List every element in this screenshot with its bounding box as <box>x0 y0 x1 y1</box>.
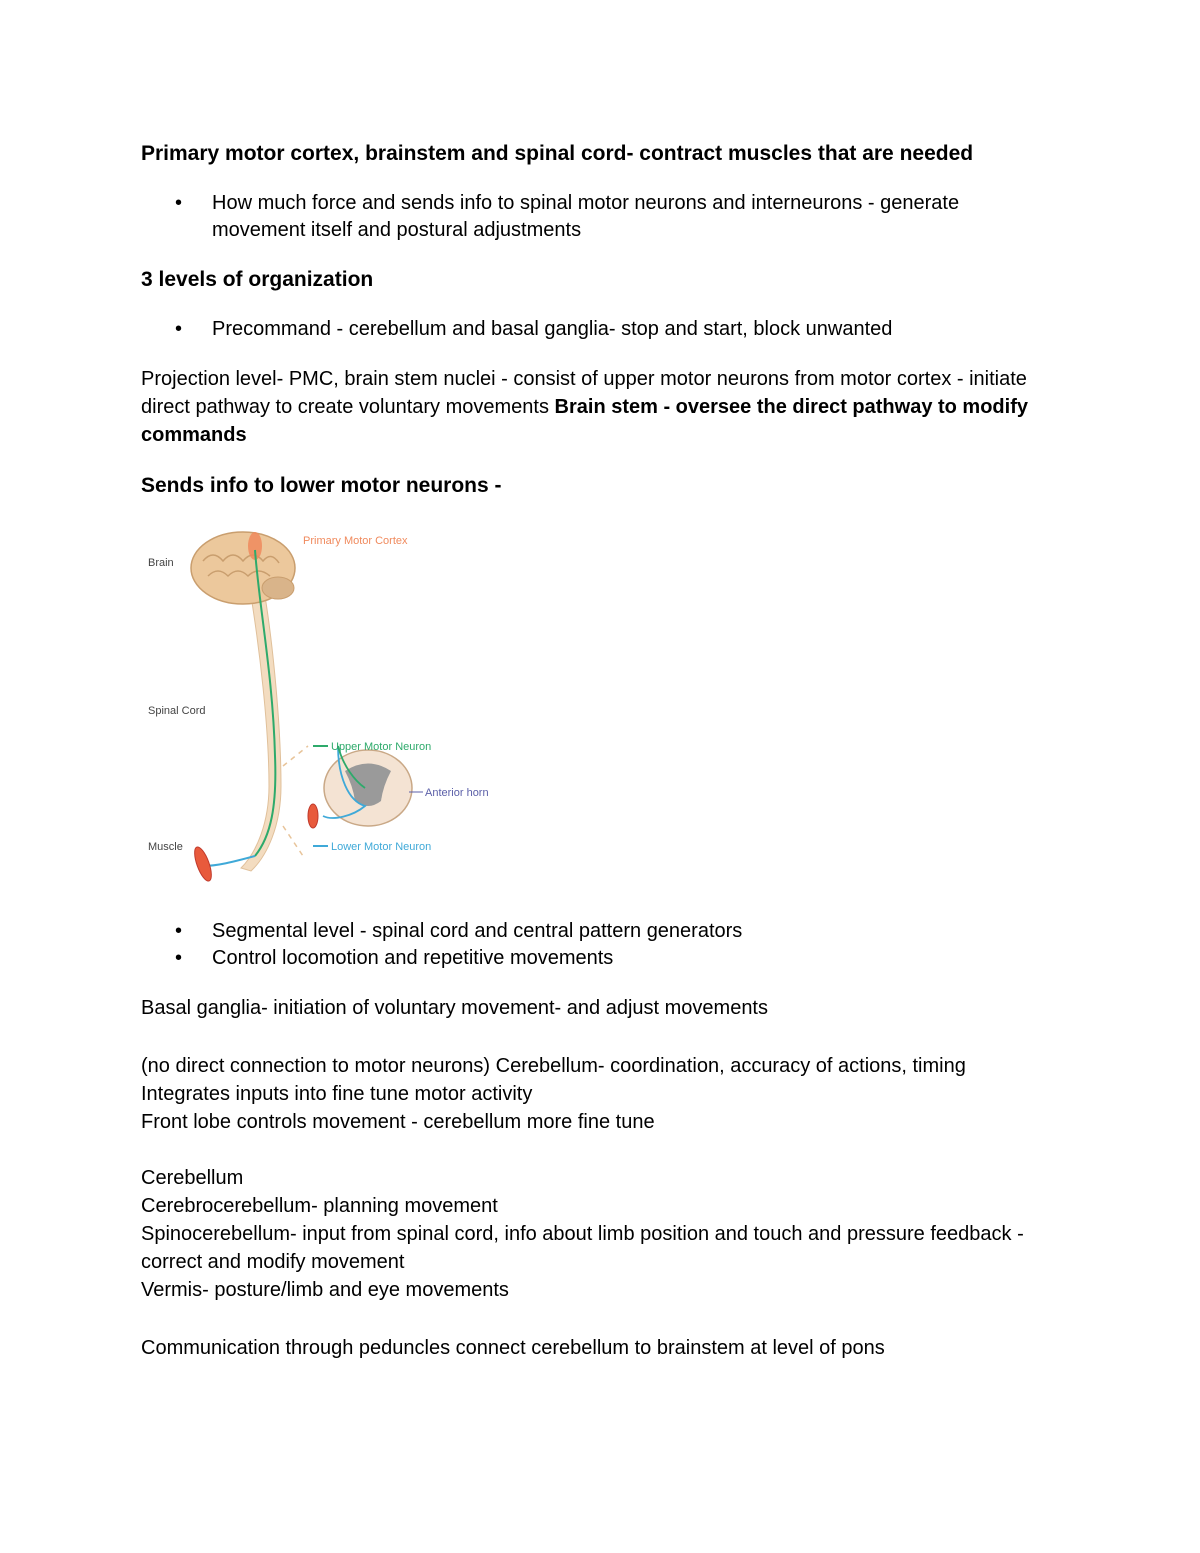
cerebellum-shape <box>262 577 294 599</box>
motor-pathway-illustration <box>133 526 493 886</box>
cerebellum-part: Vermis- posture/limb and eye movements <box>141 1279 509 1301</box>
list-item <box>141 190 1041 244</box>
bullet-list-force <box>141 190 1041 244</box>
motor-pathway-figure <box>141 526 501 886</box>
upper-motor-neuron-label: Upper Motor Neuron <box>331 741 432 753</box>
heading-lower-motor: Sends info to lower motor neurons - <box>141 474 502 497</box>
list-item <box>141 316 1041 343</box>
cerebellum-line: (no direct connection to motor neurons) Cerebellum- coordination, accuracy of actions, timing <box>141 1055 966 1077</box>
heading-levels: 3 levels of organization <box>141 268 374 291</box>
lower-motor-neuron-label: Lower Motor Neuron <box>331 841 432 853</box>
zoom-lines <box>283 746 308 856</box>
bullet-icon: • <box>175 920 183 942</box>
bullet-icon: • <box>175 192 183 214</box>
small-muscle-shape <box>308 804 318 828</box>
bullet-text: Precommand - cerebellum and basal ganglia- stop and start, block unwanted <box>212 318 893 340</box>
cerebellum-part: Cerebellum <box>141 1167 244 1189</box>
projection-text: Projection level- PMC, brain stem nuclei - consist of upper motor neurons from motor cortex - initiate direct pathway to create voluntary movements <box>141 368 1027 418</box>
basal-ganglia-line: Basal ganglia- initiation of voluntary movement- and adjust movements <box>141 997 768 1019</box>
projection-paragraph <box>141 365 1041 449</box>
cerebellum-parts-section <box>141 1164 1041 1304</box>
bullet-text: Control locomotion and repetitive movements <box>212 947 614 969</box>
heading-primary-motor: Primary motor cortex, brainstem and spinal cord- contract muscles that are needed <box>141 142 974 165</box>
cerebellum-section <box>141 1052 1041 1136</box>
bullet-list-segmental <box>141 918 1041 972</box>
spinal-cord-label: Spinal Cord <box>148 705 206 717</box>
document-page <box>141 140 1041 1362</box>
bullet-list-precommand <box>141 316 1041 343</box>
cerebellum-line: Integrates inputs into fine tune motor activity <box>141 1083 533 1105</box>
cerebellum-part: Cerebrocerebellum- planning movement <box>141 1195 498 1217</box>
cerebellum-line: Front lobe controls movement - cerebellum more fine tune <box>141 1111 655 1133</box>
pmc-label: Primary Motor Cortex <box>303 535 408 547</box>
list-item <box>141 945 1041 972</box>
cerebellum-part: Spinocerebellum- input from spinal cord, info about limb position and touch and pressure feedback - correct and modify movement <box>141 1223 1024 1273</box>
brain-label: Brain <box>148 557 174 569</box>
bullet-text: How much force and sends info to spinal motor neurons and interneurons - generate movement itself and postural adjustments <box>212 192 960 241</box>
communication-line: Communication through peduncles connect cerebellum to brainstem at level of pons <box>141 1337 885 1359</box>
muscle-shape <box>191 845 215 883</box>
bullet-icon: • <box>175 318 183 340</box>
projection-bold: Brain stem - oversee the direct pathway to modify commands <box>141 396 1028 446</box>
bullet-icon: • <box>175 947 183 969</box>
muscle-label: Muscle <box>148 841 183 853</box>
bullet-text: Segmental level - spinal cord and central pattern generators <box>212 920 743 942</box>
anterior-horn-label: Anterior horn <box>425 787 489 799</box>
list-item <box>141 918 1041 945</box>
